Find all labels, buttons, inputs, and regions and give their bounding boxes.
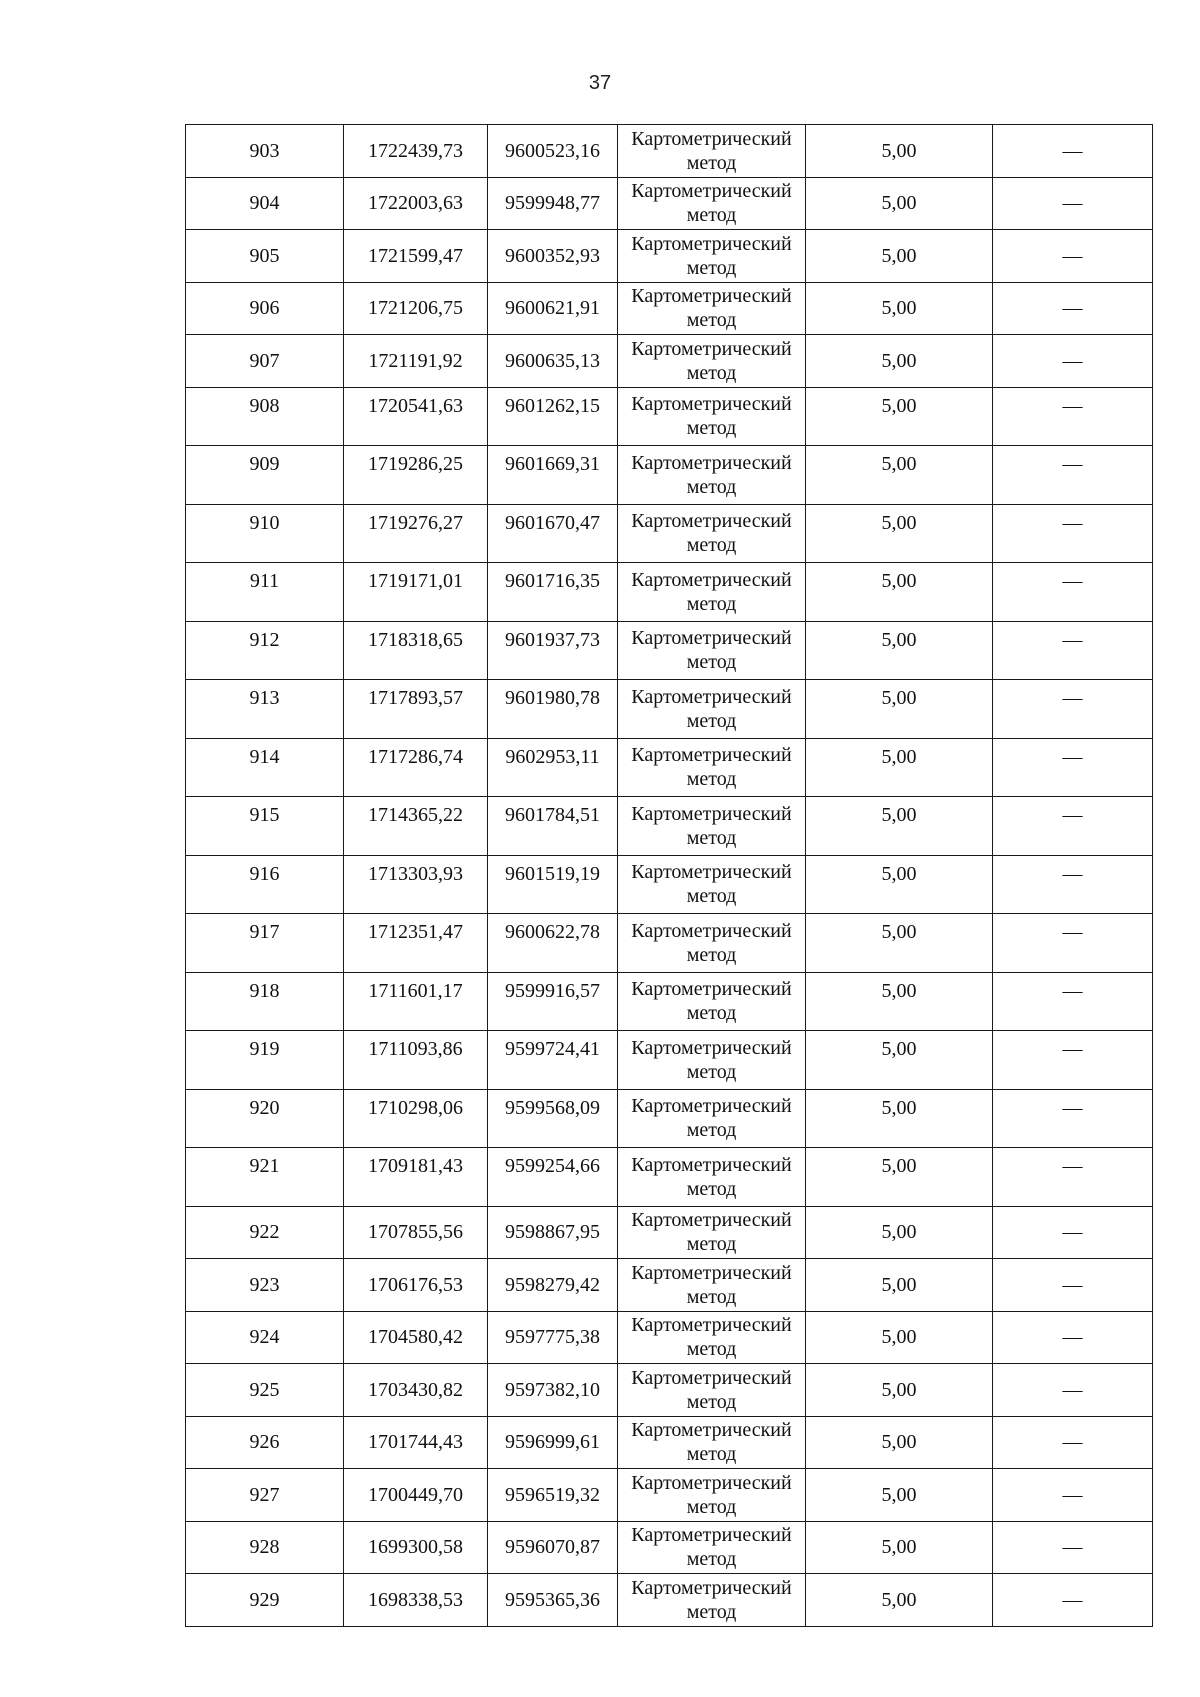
method-line-1: Картометрический — [631, 1471, 792, 1494]
point-number-cell: 912 — [186, 621, 344, 680]
dash-mark: — — [1062, 570, 1083, 592]
description-cell — [993, 177, 1153, 230]
method-cell — [618, 563, 806, 622]
point-number-cell: 919 — [186, 1031, 344, 1090]
point-number-cell: 914 — [186, 738, 344, 797]
dash-mark: — — [1062, 349, 1083, 372]
table-row — [186, 563, 1153, 622]
description-cell — [993, 387, 1153, 446]
method-cell — [618, 1469, 806, 1522]
point-number-cell: 905 — [186, 230, 344, 283]
description-cell — [993, 1521, 1153, 1574]
accuracy-cell: 5,00 — [806, 680, 993, 739]
x-coordinate-cell: 1719286,25 — [344, 446, 488, 505]
dash-mark: — — [1062, 1483, 1083, 1506]
accuracy-cell: 5,00 — [806, 1148, 993, 1207]
y-coordinate-cell: 9601519,19 — [488, 855, 618, 914]
point-number-cell: 903 — [186, 125, 344, 178]
page-number: 37 — [588, 72, 612, 94]
x-coordinate-cell: 1709181,43 — [344, 1148, 488, 1207]
method-line-2: метод — [686, 1060, 737, 1083]
point-number-cell: 926 — [186, 1416, 344, 1469]
table-row — [186, 1311, 1153, 1364]
method-line-1: Картометрический — [631, 232, 792, 255]
method-cell — [618, 972, 806, 1031]
method-cell — [618, 797, 806, 856]
point-number-cell: 911 — [186, 563, 344, 622]
description-cell — [993, 1089, 1153, 1148]
method-cell — [618, 1416, 806, 1469]
point-number-cell: 910 — [186, 504, 344, 563]
method-line-1: Картометрический — [631, 1419, 792, 1442]
method-line-1: Картометрический — [631, 1209, 792, 1232]
accuracy-cell: 5,00 — [806, 1416, 993, 1469]
accuracy-cell: 5,00 — [806, 125, 993, 178]
table-row — [186, 1148, 1153, 1207]
dash-mark: — — [1062, 453, 1083, 475]
method-line-2: метод — [686, 151, 737, 174]
x-coordinate-cell: 1719171,01 — [344, 563, 488, 622]
dash-mark: — — [1062, 1326, 1083, 1349]
accuracy-cell: 5,00 — [806, 1259, 993, 1312]
description-cell — [993, 914, 1153, 973]
description-cell — [993, 1364, 1153, 1417]
table-row — [186, 1416, 1153, 1469]
y-coordinate-cell: 9599254,66 — [488, 1148, 618, 1207]
accuracy-cell: 5,00 — [806, 621, 993, 680]
coordinates-table-body — [186, 125, 1153, 1627]
point-number-cell: 924 — [186, 1311, 344, 1364]
method-line-1: Картометрический — [631, 393, 792, 416]
description-cell — [993, 563, 1153, 622]
dash-mark: — — [1062, 921, 1083, 943]
method-line-2: метод — [686, 1495, 737, 1518]
method-line-1: Картометрический — [631, 1153, 792, 1176]
description-cell — [993, 282, 1153, 335]
method-cell — [618, 177, 806, 230]
y-coordinate-cell: 9601670,47 — [488, 504, 618, 563]
accuracy-cell: 5,00 — [806, 972, 993, 1031]
dash-mark: — — [1062, 1536, 1083, 1559]
accuracy-cell: 5,00 — [806, 446, 993, 505]
accuracy-cell: 5,00 — [806, 914, 993, 973]
x-coordinate-cell: 1703430,82 — [344, 1364, 488, 1417]
table-row — [186, 1521, 1153, 1574]
method-line-1: Картометрический — [631, 802, 792, 825]
accuracy-cell: 5,00 — [806, 504, 993, 563]
method-line-2: метод — [686, 1177, 737, 1200]
table-row — [186, 335, 1153, 388]
method-line-2: метод — [686, 592, 737, 615]
dash-mark: — — [1062, 1431, 1083, 1454]
method-cell — [618, 1311, 806, 1364]
method-line-2: метод — [686, 768, 737, 791]
y-coordinate-cell: 9601937,73 — [488, 621, 618, 680]
dash-mark: — — [1062, 1378, 1083, 1401]
x-coordinate-cell: 1700449,70 — [344, 1469, 488, 1522]
y-coordinate-cell: 9601669,31 — [488, 446, 618, 505]
y-coordinate-cell: 9600621,91 — [488, 282, 618, 335]
accuracy-cell: 5,00 — [806, 1089, 993, 1148]
y-coordinate-cell: 9600352,93 — [488, 230, 618, 283]
method-line-2: метод — [686, 651, 737, 674]
accuracy-cell: 5,00 — [806, 1206, 993, 1259]
table-row — [186, 282, 1153, 335]
dash-mark: — — [1062, 1155, 1083, 1177]
table-row — [186, 797, 1153, 856]
dash-mark: — — [1062, 1038, 1083, 1060]
accuracy-cell: 5,00 — [806, 230, 993, 283]
point-number-cell: 922 — [186, 1206, 344, 1259]
x-coordinate-cell: 1711601,17 — [344, 972, 488, 1031]
method-line-1: Картометрический — [631, 1261, 792, 1284]
x-coordinate-cell: 1701744,43 — [344, 1416, 488, 1469]
method-line-1: Картометрический — [631, 1095, 792, 1118]
method-line-2: метод — [686, 475, 737, 498]
table-row — [186, 125, 1153, 178]
table-row — [186, 855, 1153, 914]
method-cell — [618, 387, 806, 446]
method-cell — [618, 1206, 806, 1259]
table-row — [186, 446, 1153, 505]
method-line-1: Картометрический — [631, 510, 792, 533]
dash-mark: — — [1062, 297, 1083, 320]
method-cell — [618, 1574, 806, 1627]
method-line-2: метод — [686, 309, 737, 332]
description-cell — [993, 1469, 1153, 1522]
y-coordinate-cell: 9602953,11 — [488, 738, 618, 797]
x-coordinate-cell: 1706176,53 — [344, 1259, 488, 1312]
description-cell — [993, 1416, 1153, 1469]
method-cell — [618, 621, 806, 680]
point-number-cell: 923 — [186, 1259, 344, 1312]
dash-mark: — — [1062, 1273, 1083, 1296]
accuracy-cell: 5,00 — [806, 1469, 993, 1522]
method-line-1: Картометрический — [631, 627, 792, 650]
method-cell — [618, 1364, 806, 1417]
table-row — [186, 1089, 1153, 1148]
table-row — [186, 738, 1153, 797]
x-coordinate-cell: 1710298,06 — [344, 1089, 488, 1148]
x-coordinate-cell: 1721191,92 — [344, 335, 488, 388]
y-coordinate-cell: 9597775,38 — [488, 1311, 618, 1364]
description-cell — [993, 1206, 1153, 1259]
method-line-1: Картометрический — [631, 1314, 792, 1337]
method-line-2: метод — [686, 204, 737, 227]
y-coordinate-cell: 9600622,78 — [488, 914, 618, 973]
description-cell — [993, 125, 1153, 178]
accuracy-cell: 5,00 — [806, 1311, 993, 1364]
method-line-1: Картометрический — [631, 568, 792, 591]
x-coordinate-cell: 1717286,74 — [344, 738, 488, 797]
method-line-2: метод — [686, 1002, 737, 1025]
description-cell — [993, 1574, 1153, 1627]
method-cell — [618, 504, 806, 563]
y-coordinate-cell: 9599948,77 — [488, 177, 618, 230]
method-cell — [618, 282, 806, 335]
point-number-cell: 909 — [186, 446, 344, 505]
accuracy-cell: 5,00 — [806, 1031, 993, 1090]
method-line-1: Картометрический — [631, 451, 792, 474]
method-cell — [618, 738, 806, 797]
method-line-1: Картометрический — [631, 337, 792, 360]
method-cell — [618, 1031, 806, 1090]
dash-mark: — — [1062, 862, 1083, 885]
method-cell — [618, 335, 806, 388]
accuracy-cell: 5,00 — [806, 177, 993, 230]
dash-mark: — — [1062, 244, 1083, 267]
method-line-2: метод — [686, 1233, 737, 1256]
dash-mark: — — [1062, 1588, 1083, 1611]
y-coordinate-cell: 9596999,61 — [488, 1416, 618, 1469]
x-coordinate-cell: 1722439,73 — [344, 125, 488, 178]
method-line-2: метод — [686, 361, 737, 384]
method-line-2: метод — [686, 1600, 737, 1623]
x-coordinate-cell: 1721206,75 — [344, 282, 488, 335]
table-row — [186, 1259, 1153, 1312]
accuracy-cell: 5,00 — [806, 855, 993, 914]
method-line-1: Картометрический — [631, 1576, 792, 1599]
method-line-2: метод — [686, 709, 737, 732]
x-coordinate-cell: 1720541,63 — [344, 387, 488, 446]
point-number-cell: 913 — [186, 680, 344, 739]
method-line-2: метод — [686, 417, 737, 440]
dash-mark: — — [1062, 979, 1083, 1002]
x-coordinate-cell: 1704580,42 — [344, 1311, 488, 1364]
method-cell — [618, 446, 806, 505]
y-coordinate-cell: 9599916,57 — [488, 972, 618, 1031]
y-coordinate-cell: 9598867,95 — [488, 1206, 618, 1259]
x-coordinate-cell: 1711093,86 — [344, 1031, 488, 1090]
y-coordinate-cell: 9601784,51 — [488, 797, 618, 856]
accuracy-cell: 5,00 — [806, 1521, 993, 1574]
method-line-1: Картометрический — [631, 1366, 792, 1389]
coordinates-table — [185, 124, 1153, 1627]
y-coordinate-cell: 9595365,36 — [488, 1574, 618, 1627]
accuracy-cell: 5,00 — [806, 335, 993, 388]
dash-mark: — — [1062, 394, 1083, 417]
point-number-cell: 916 — [186, 855, 344, 914]
table-row — [186, 1469, 1153, 1522]
dash-mark: — — [1062, 1096, 1083, 1119]
point-number-cell: 918 — [186, 972, 344, 1031]
method-cell — [618, 1259, 806, 1312]
y-coordinate-cell: 9599568,09 — [488, 1089, 618, 1148]
description-cell — [993, 1148, 1153, 1207]
method-line-1: Картометрический — [631, 978, 792, 1001]
table-row — [186, 504, 1153, 563]
y-coordinate-cell: 9598279,42 — [488, 1259, 618, 1312]
table-row — [186, 1206, 1153, 1259]
description-cell — [993, 335, 1153, 388]
method-line-2: метод — [686, 534, 737, 557]
description-cell — [993, 1311, 1153, 1364]
method-line-1: Картометрический — [631, 919, 792, 942]
method-cell — [618, 230, 806, 283]
method-cell — [618, 680, 806, 739]
dash-mark: — — [1062, 745, 1083, 768]
x-coordinate-cell: 1707855,56 — [344, 1206, 488, 1259]
table-row — [186, 1031, 1153, 1090]
description-cell — [993, 230, 1153, 283]
x-coordinate-cell: 1718318,65 — [344, 621, 488, 680]
x-coordinate-cell: 1722003,63 — [344, 177, 488, 230]
x-coordinate-cell: 1719276,27 — [344, 504, 488, 563]
y-coordinate-cell: 9599724,41 — [488, 1031, 618, 1090]
method-cell — [618, 1521, 806, 1574]
x-coordinate-cell: 1721599,47 — [344, 230, 488, 283]
table-row — [186, 1574, 1153, 1627]
table-row — [186, 1364, 1153, 1417]
method-cell — [618, 1089, 806, 1148]
x-coordinate-cell: 1712351,47 — [344, 914, 488, 973]
dash-mark: — — [1062, 192, 1083, 215]
dash-mark: — — [1062, 687, 1083, 709]
table-row — [186, 177, 1153, 230]
accuracy-cell: 5,00 — [806, 282, 993, 335]
y-coordinate-cell: 9601980,78 — [488, 680, 618, 739]
dash-mark: — — [1062, 628, 1083, 651]
method-line-1: Картометрический — [631, 1524, 792, 1547]
description-cell — [993, 680, 1153, 739]
x-coordinate-cell: 1717893,57 — [344, 680, 488, 739]
method-cell — [618, 914, 806, 973]
method-line-1: Картометрический — [631, 285, 792, 308]
method-cell — [618, 125, 806, 178]
y-coordinate-cell: 9601716,35 — [488, 563, 618, 622]
method-cell — [618, 1148, 806, 1207]
description-cell — [993, 972, 1153, 1031]
accuracy-cell: 5,00 — [806, 797, 993, 856]
dash-mark: — — [1062, 804, 1083, 826]
point-number-cell: 907 — [186, 335, 344, 388]
accuracy-cell: 5,00 — [806, 563, 993, 622]
description-cell — [993, 855, 1153, 914]
method-line-2: метод — [686, 885, 737, 908]
point-number-cell: 927 — [186, 1469, 344, 1522]
method-line-1: Картометрический — [631, 1036, 792, 1059]
method-line-2: метод — [686, 256, 737, 279]
description-cell — [993, 1031, 1153, 1090]
method-line-1: Картометрический — [631, 861, 792, 884]
description-cell — [993, 738, 1153, 797]
accuracy-cell: 5,00 — [806, 1574, 993, 1627]
point-number-cell: 908 — [186, 387, 344, 446]
accuracy-cell: 5,00 — [806, 738, 993, 797]
description-cell — [993, 797, 1153, 856]
table-row — [186, 972, 1153, 1031]
x-coordinate-cell: 1713303,93 — [344, 855, 488, 914]
x-coordinate-cell: 1698338,53 — [344, 1574, 488, 1627]
x-coordinate-cell: 1714365,22 — [344, 797, 488, 856]
point-number-cell: 925 — [186, 1364, 344, 1417]
accuracy-cell: 5,00 — [806, 387, 993, 446]
method-line-2: метод — [686, 1119, 737, 1142]
dash-mark: — — [1062, 511, 1083, 534]
accuracy-cell: 5,00 — [806, 1364, 993, 1417]
description-cell — [993, 446, 1153, 505]
x-coordinate-cell: 1699300,58 — [344, 1521, 488, 1574]
y-coordinate-cell: 9597382,10 — [488, 1364, 618, 1417]
description-cell — [993, 1259, 1153, 1312]
method-line-2: метод — [686, 1548, 737, 1571]
method-line-1: Картометрический — [631, 127, 792, 150]
method-line-1: Картометрический — [631, 685, 792, 708]
dash-mark: — — [1062, 139, 1083, 162]
method-line-2: метод — [686, 1390, 737, 1413]
point-number-cell: 915 — [186, 797, 344, 856]
point-number-cell: 920 — [186, 1089, 344, 1148]
y-coordinate-cell: 9600523,16 — [488, 125, 618, 178]
table-row — [186, 387, 1153, 446]
y-coordinate-cell: 9596519,32 — [488, 1469, 618, 1522]
method-line-2: метод — [686, 1443, 737, 1466]
method-line-1: Картометрический — [631, 180, 792, 203]
method-line-2: метод — [686, 1338, 737, 1361]
table-row — [186, 680, 1153, 739]
point-number-cell: 928 — [186, 1521, 344, 1574]
y-coordinate-cell: 9601262,15 — [488, 387, 618, 446]
point-number-cell: 904 — [186, 177, 344, 230]
table-row — [186, 914, 1153, 973]
point-number-cell: 929 — [186, 1574, 344, 1627]
method-line-2: метод — [686, 943, 737, 966]
point-number-cell: 906 — [186, 282, 344, 335]
method-line-2: метод — [686, 1285, 737, 1308]
point-number-cell: 917 — [186, 914, 344, 973]
dash-mark: — — [1062, 1221, 1083, 1244]
point-number-cell: 921 — [186, 1148, 344, 1207]
description-cell — [993, 621, 1153, 680]
method-cell — [618, 855, 806, 914]
description-cell — [993, 504, 1153, 563]
y-coordinate-cell: 9600635,13 — [488, 335, 618, 388]
table-row — [186, 230, 1153, 283]
method-line-2: метод — [686, 826, 737, 849]
method-line-1: Картометрический — [631, 744, 792, 767]
table-row — [186, 621, 1153, 680]
y-coordinate-cell: 9596070,87 — [488, 1521, 618, 1574]
